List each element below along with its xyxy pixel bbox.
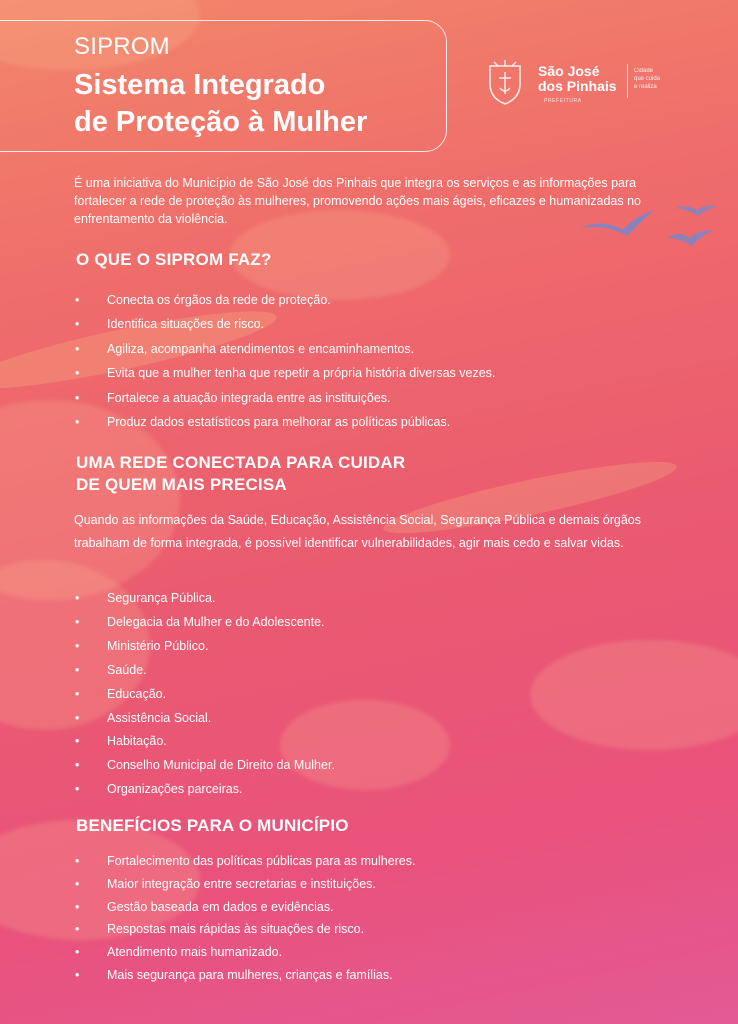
page-title — [74, 67, 367, 141]
what-list — [74, 288, 495, 434]
benefits-list — [74, 850, 415, 987]
page-title-line-2: de Proteção à Mulher — [74, 106, 368, 138]
network-list — [74, 587, 335, 802]
list-item: • Conselho Municipal de Direito da Mulher. — [74, 754, 335, 778]
intro-paragraph: É uma iniciativa do Município de São José dos Pinhais que integra os serviços e as informações para fortalecer a rede de proteção às mulheres, promovendo ações mais ágeis, eficazes e humanizadas no enfrentamento da violência. — [74, 176, 641, 226]
list-item: • Saúde. — [74, 659, 335, 683]
city-logo-subtitle: PREFEITURA — [544, 98, 582, 104]
list-item: • Mais segurança para mulheres, crianças e famílias. — [74, 964, 415, 987]
list-item: • Delegacia da Mulher e do Adolescente. — [74, 611, 335, 635]
list-item: • Maior integração entre secretarias e instituições. — [74, 873, 415, 896]
list-item: • Evita que a mulher tenha que repetir a própria história diversas vezes. — [74, 361, 495, 385]
list-item: • Educação. — [74, 683, 335, 707]
network-paragraph: Quando as informações da Saúde, Educação, Assistência Social, Segurança Pública e demais órgãos trabalham de forma integrada, é possível identificar vulnerabilidades, agir mais cedo e salvar vidas. — [74, 513, 642, 550]
list-item: • Fortalecimento das políticas públicas para as mulheres. — [74, 850, 415, 873]
list-item: • Fortalece a atuação integrada entre as instituições. — [74, 386, 495, 410]
list-item: • Habitação. — [74, 730, 335, 754]
list-item: • Ministério Público. — [74, 635, 335, 659]
city-crest-icon — [484, 58, 526, 106]
list-item: • Respostas mais rápidas às situações de risco. — [74, 918, 415, 941]
section-title-network-line-2: DE QUEM MAIS PRECISA — [76, 475, 287, 494]
list-item: • Gestão baseada em dados e evidências. — [74, 896, 415, 919]
logo-divider — [627, 64, 628, 98]
list-item: • Segurança Pública. — [74, 587, 335, 611]
birds-icon — [575, 200, 725, 255]
section-title-what: O QUE O SIPROM FAZ? — [76, 250, 272, 269]
list-item: • Conecta os órgãos da rede de proteção. — [74, 288, 495, 312]
city-logo — [484, 58, 674, 110]
list-item: • Atendimento mais humanizado. — [74, 941, 415, 964]
page-title-line-1: Sistema Integrado — [74, 69, 326, 101]
section-title-network — [76, 452, 405, 496]
list-item: • Organizações parceiras. — [74, 778, 335, 802]
list-item: • Agiliza, acompanha atendimentos e encaminhamentos. — [74, 337, 495, 361]
program-acronym: SIPROM — [74, 33, 170, 60]
city-name: São José dos Pinhais — [538, 63, 617, 94]
background-cloud — [530, 640, 738, 750]
list-item: • Produz dados estatísticos para melhorar as políticas públicas. — [74, 410, 495, 434]
section-title-network-line-1: UMA REDE CONECTADA PARA CUIDAR — [76, 453, 406, 472]
city-tagline: Cidade que cuida e realiza — [634, 68, 661, 90]
list-item: • Assistência Social. — [74, 707, 335, 731]
list-item: • Identifica situações de risco. — [74, 312, 495, 336]
section-title-benefits: BENEFÍCIOS PARA O MUNICÍPIO — [76, 816, 349, 835]
